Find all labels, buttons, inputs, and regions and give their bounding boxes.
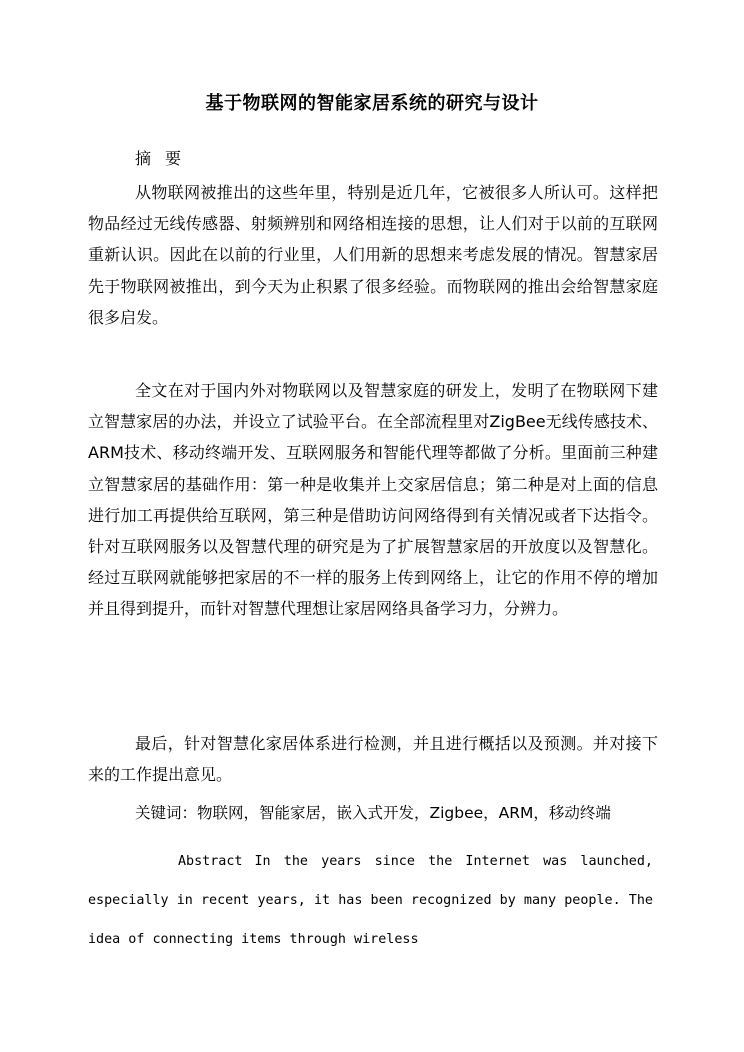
abstract-paragraph-1-block: [88, 177, 658, 333]
abstract-paragraph-3-block: [88, 728, 658, 790]
abstract-paragraph: 全文在对于国内外对物联网以及智慧家庭的研发上，发明了在物联网下建立智慧家居的办法，并设立了试验平台。在全部流程里对ZigBee无线传感技术、ARM技术、移动终端开发、互联网服务和智能代理等都做了分析。里面前三种建立智慧家居的基础作用：第一种是收集并上交家居信息；第二种是对上面的信息进行加工再提供给互联网，第三种是借助访问网络得到有关情况或者下达指令。针对互联网服务以及智慧代理的研究是为了扩展智慧家居的开放度以及智慧化。经过互联网就能够把家居的不一样的服务上传到网络上，让它的作用不停的增加并且得到提升，而针对智慧代理想让家居网络具备学习力，分辨力。: [88, 381, 658, 619]
abstract-heading: [135, 146, 195, 172]
abstract-paragraph: 从物联网被推出的这些年里，特别是近几年，它被很多人所认可。这样把物品经过无线传感器、射频辨别和网络相连接的思想，让人们对于以前的互联网重新认识。因此在以前的行业里，人们用新的思想来考虑发展的情况。智慧家居先于物联网被推出，到今天为止积累了很多经验。而物联网的推出会给智慧家庭很多启发。: [88, 183, 658, 327]
document-title: 基于物联网的智能家居系统的研究与设计: [205, 93, 539, 114]
abstract-heading-char-2: 要: [165, 149, 182, 168]
english-abstract-label: Abstract: [178, 854, 243, 869]
keywords-line: 关键词：物联网，智能家居，嵌入式开发，Zigbee，ARM，移动终端: [135, 804, 611, 822]
abstract-paragraph: 最后，针对智慧化家居体系进行检测，并且进行概括以及预测。并对接下来的工作提出意见。: [88, 734, 658, 785]
abstract-paragraph-2-block: [88, 375, 658, 625]
abstract-heading-char-1: 摘: [135, 149, 152, 168]
english-abstract-text: In the years since the Internet was launched, especially in recent years, it has been recognized by many people. The idea of connecting items through wireless: [88, 854, 653, 947]
english-abstract: [88, 843, 653, 959]
